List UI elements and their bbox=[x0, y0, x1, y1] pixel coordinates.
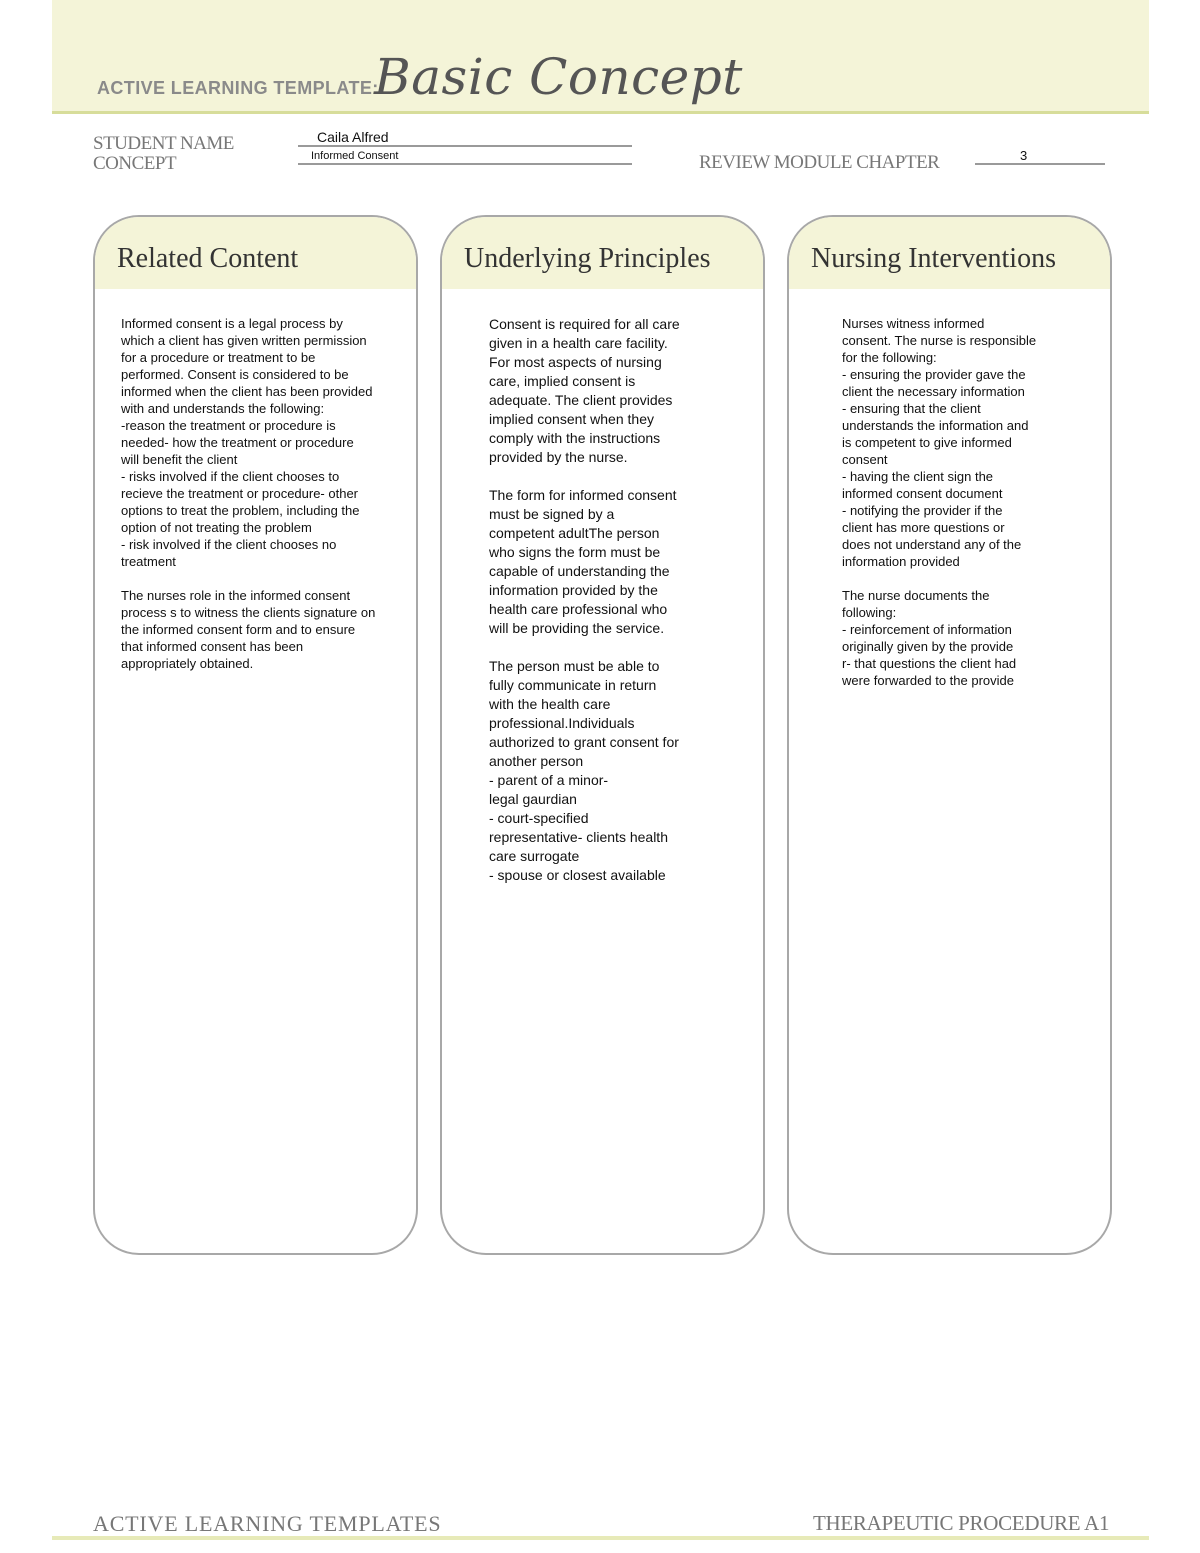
nursing-interventions-title: Nursing Interventions bbox=[811, 243, 1056, 274]
related-content-text[interactable]: Informed consent is a legal process by which a client has given written permission for a procedure or treatment to be performed. Consent is considered to be informed when the client has been provided with and understands the following: -reason the treatment or procedure is needed- how the treatment or procedure will benefit the client - risks involved if the client chooses to recieve the treatment or procedure- other options to treat the problem, including the option of not treating the problem - risk involved if the client chooses no treatment The nurses role in the informed consent process s to witness the clients signature on the informed consent form and to ensure that informed consent has been appropriately obtained. bbox=[121, 316, 376, 671]
student-name-field[interactable]: Caila Alfred bbox=[317, 129, 389, 145]
nursing-interventions-card bbox=[787, 215, 1112, 1255]
underlying-principles-title: Underlying Principles bbox=[464, 243, 711, 274]
nursing-interventions-text[interactable]: Nurses witness informed consent. The nurse is responsible for the following: - ensuring the provider gave the client the necessary information - ensuring that the client understands the information and is competent to give informed consent - having the client sign the informed consent document - notifying the provider if the client has more questions or does not understand any of the information provided The nurse documents the following: - reinforcement of information originally given by the provide r- that questions the client had were forwarded to the provide bbox=[842, 316, 1037, 688]
concept-underline bbox=[298, 163, 632, 165]
student-name-underline bbox=[298, 145, 632, 147]
student-name-label: STUDENT NAME bbox=[93, 133, 234, 154]
underlying-principles-card bbox=[440, 215, 765, 1255]
template-title: Basic Concept bbox=[374, 48, 743, 106]
concept-field[interactable]: Informed Consent bbox=[311, 150, 399, 162]
template-label: ACTIVE LEARNING TEMPLATE: bbox=[97, 78, 379, 98]
related-content-card bbox=[93, 215, 418, 1255]
footer-right-label: THERAPEUTIC PROCEDURE A1 bbox=[813, 1511, 1110, 1535]
underlying-principles-text[interactable]: Consent is required for all care given in a health care facility. For most aspects of nursing care, implied consent is adequate. The client provides implied consent when they comply with the instructions provided by the nurse. The form for informed consent must be signed by a competent adultThe person who signs the form must be capable of understanding the information provided by the health care professional who will be providing the service. The person must be able to fully communicate in return with the health care professional.Individuals authorized to grant consent for another person - parent of a minor- legal gaurdian - court-specified representative- clients health care surrogate - spouse or closest available bbox=[489, 316, 680, 883]
footer-left-label: ACTIVE LEARNING TEMPLATES bbox=[93, 1511, 442, 1536]
related-content-title: Related Content bbox=[117, 243, 299, 274]
concept-label: CONCEPT bbox=[93, 153, 177, 174]
review-module-field[interactable]: 3 bbox=[1020, 148, 1028, 163]
review-module-underline bbox=[975, 163, 1105, 165]
review-module-label: REVIEW MODULE CHAPTER bbox=[699, 152, 940, 173]
footer-band bbox=[52, 1536, 1149, 1540]
